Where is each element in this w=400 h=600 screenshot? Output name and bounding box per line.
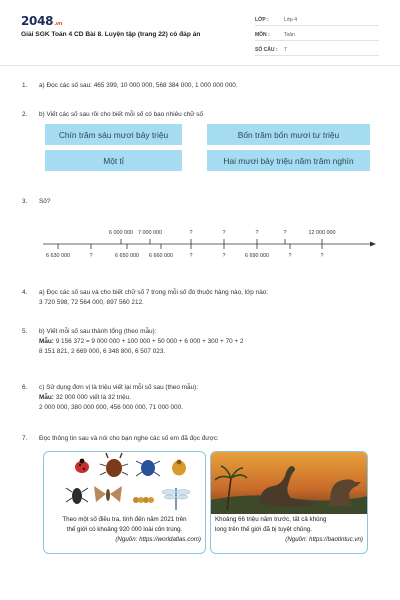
sample-text: 9 156 372 = 9 000 000 + 100 000 + 50 000 + 6 000 + 300 + 70 + 2 — [55, 338, 244, 345]
question-text: c) Sử dụng đơn vị là triệu viết lại mỗi số sau (theo mẫu): — [39, 384, 199, 391]
document-title: Giải SGK Toán 4 CD Bài 8. Luyện tập (trang 22) có đáp án — [21, 31, 201, 38]
meta-class-value: Lớp 4 — [284, 17, 298, 23]
question-6-sample — [39, 393, 131, 403]
insects-source: (Nguồn: https://worldatlas.com) — [115, 536, 201, 543]
chafer-beetle-icon — [172, 460, 186, 476]
stag-beetle-icon — [100, 453, 128, 477]
meta-count-value: 7 — [284, 47, 287, 53]
meta-subject-label: MÔN : — [255, 32, 270, 38]
meta-class-label: LỚP : — [255, 17, 269, 23]
meta-subject-value: Toán — [284, 32, 295, 38]
dinosaurs-line-2: long trên thế giới đã bị tuyệt chủng. — [215, 526, 312, 533]
insects-line-1: Theo một số điều tra, tính đến năm 2021 trên — [62, 516, 187, 523]
number-line-bottom-label: ? — [89, 253, 93, 259]
question-5-numbers: 8 151 821, 2 669 000, 6 348 800, 6 507 023. — [39, 348, 166, 355]
insects-line-2: thế giới có khoảng 920 000 loài côn trùng. — [66, 526, 183, 533]
word-box-4: Hai mươi bảy triệu năm trăm nghìn — [207, 150, 370, 171]
number-line-top-label: 7 000 000 — [138, 230, 162, 236]
number-line-arrow — [370, 242, 376, 247]
number-line-top-label: ? — [255, 230, 259, 236]
question-number: 2. — [22, 111, 28, 118]
number-line-bottom-label: 6 650 000 — [115, 253, 139, 259]
sample-text: 32 000 000 viết là 32 triệu. — [55, 394, 132, 401]
page-header — [0, 0, 400, 66]
question-number: 7. — [22, 435, 28, 442]
number-line-bottom-label: ? — [320, 253, 324, 259]
meta-subject-row — [255, 28, 379, 41]
dinosaur-illustration — [211, 452, 368, 514]
dinosaurs-card — [210, 451, 368, 554]
sample-label: Mẫu: — [39, 394, 54, 401]
logo-domain: .vn — [54, 21, 63, 27]
insects-illustration — [44, 452, 206, 516]
question-text: b) Viết mỗi số sau thành tổng (theo mẫu): — [39, 328, 157, 335]
number-line-bottom-label: 6 690 000 — [245, 253, 269, 259]
dragonfly-icon — [162, 488, 190, 510]
number-line-bottom-label: ? — [288, 253, 292, 259]
number-line-bottom-label: ? — [189, 253, 193, 259]
number-line-bottom-label: ? — [222, 253, 226, 259]
number-line-top-labels — [109, 230, 335, 236]
number-line-bottom-label: 6 630 000 — [46, 253, 70, 259]
question-number: 5. — [22, 328, 28, 335]
insects-card — [43, 451, 206, 554]
moth-icon — [94, 486, 122, 502]
logo-text: 2048 — [21, 14, 54, 28]
word-box-2: Bốn trăm bốn mươi tư triệu — [207, 124, 370, 145]
question-text: a) Đọc các số sau: 465 399, 10 000 000, 568 384 000, 1 000 000 000. — [39, 82, 238, 89]
question-text: b) Viết các số sau rồi cho biết mỗi số có bao nhiêu chữ số — [39, 111, 204, 118]
meta-count-label: SỐ CÂU : — [255, 47, 278, 53]
meta-count-row — [255, 43, 379, 56]
question-number: 4. — [22, 289, 28, 296]
number-line-bottom-labels — [46, 253, 323, 259]
ground-beetle-icon — [66, 488, 88, 504]
sample-label: Mẫu: — [39, 338, 54, 345]
question-4-numbers: 3 720 598, 72 564 000, 897 560 212. — [39, 299, 144, 306]
question-6-numbers: 2 000 000, 380 000 000, 456 000 000, 71 000 000. — [39, 404, 183, 411]
question-number: 6. — [22, 384, 28, 391]
number-line-top-label: ? — [222, 230, 226, 236]
dinosaurs-source: (Nguồn: https://baotintuc.vn) — [285, 536, 363, 543]
number-line-top-label: ? — [189, 230, 193, 236]
question-number: 3. — [22, 198, 28, 205]
word-box-3: Một tỉ — [45, 150, 182, 171]
question-number: 1. — [22, 82, 28, 89]
number-line-top-label: ? — [283, 230, 287, 236]
number-line — [38, 222, 378, 262]
caterpillar-icon — [133, 497, 154, 503]
question-text: Đọc thông tin sau và nói cho bạn nghe các số em đã đọc được: — [39, 435, 219, 442]
ladybug-icon — [75, 459, 89, 473]
dinosaurs-line-1: Khoảng 66 triệu năm trước, tất cả khủng — [215, 516, 327, 523]
question-text: Số? — [39, 198, 51, 205]
number-line-top-label: 6 000 000 — [109, 230, 133, 236]
number-line-top-label: 12 000 000 — [308, 230, 336, 236]
meta-class-row — [255, 13, 379, 26]
question-5-sample — [39, 337, 244, 347]
word-box-1: Chín trăm sáu mươi bảy triệu — [45, 124, 182, 145]
number-line-bottom-label: 6 660 000 — [149, 253, 173, 259]
question-text: a) Đọc các số sau và cho biết chữ số 7 trong mỗi số đó thuộc hàng nào, lớp nào: — [39, 289, 269, 296]
site-logo[interactable] — [21, 14, 62, 28]
blue-beetle-icon — [136, 460, 160, 476]
